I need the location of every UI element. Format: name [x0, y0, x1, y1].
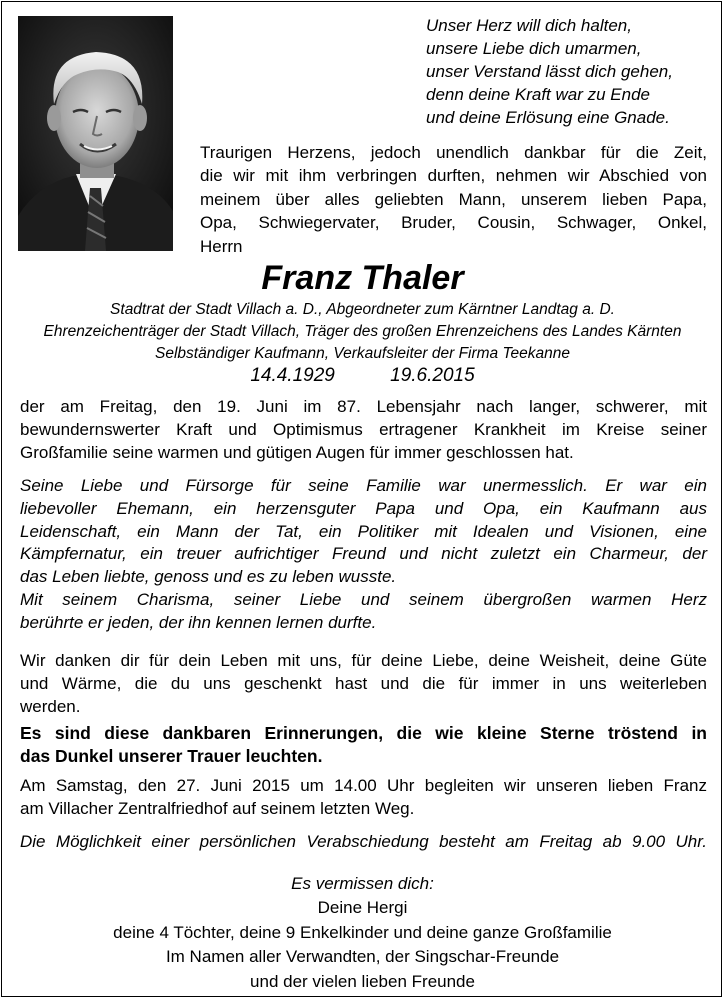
paragraph-line: Am Samstag, den 27. Juni 2015 um 14.00 Uhr begleiten wir unseren lieben Franz — [20, 776, 707, 795]
paragraph-line: das Leben liebte, genoss und es zu leben wusste. — [20, 567, 397, 587]
paragraph-line: der am Freitag, den 19. Juni im 87. Lebensjahr nach langer, schwerer, mit — [20, 397, 707, 416]
farewell-paragraph — [20, 831, 707, 854]
death-date: 19.6.2015 — [390, 365, 475, 386]
intro-line: Traurigen Herzens, jedoch unendlich dankbar für die Zeit, — [200, 143, 707, 162]
paragraph-line: Die Möglichkeit einer persönlichen Verabschiedung besteht am Freitag ab 9.00 Uhr. — [20, 832, 707, 851]
paragraph-line: liebevoller Ehemann, ein herzensguter Papa und Opa, ein Kaufmann aus — [20, 498, 707, 518]
paragraph-line: Großfamilie seine warmen und gütigen Augen für immer geschlossen hat. — [20, 442, 574, 462]
closing-line: Deine Hergi — [317, 898, 408, 918]
intro-line: Opa, Schwiegervater, Bruder, Cousin, Schwager, Onkel, — [200, 213, 707, 233]
closing-line: Im Namen aller Verwandten, der Singschar-Freunde — [165, 947, 560, 967]
memorial-poem — [426, 14, 716, 129]
title-line: Selbständiger Kaufmann, Verkaufsleiter der Firma Teekanne — [155, 345, 570, 362]
life-dates — [0, 364, 725, 388]
paragraph-line: bewundernswerter Kraft und Optimismus ertragener Krankheit im Kreise seiner — [20, 419, 707, 439]
thanks-paragraph — [20, 650, 707, 718]
paragraph-line: berührte er jeden, der ihn kennen lernen durfte. — [20, 612, 377, 632]
closing-signatures — [0, 872, 725, 994]
portrait-image — [18, 16, 173, 251]
closing-heading: Es vermissen dich: — [291, 874, 434, 893]
intro-text — [200, 141, 707, 258]
poem-line: Unser Herz will dich halten, — [426, 16, 632, 35]
paragraph-line: Seine Liebe und Fürsorge für seine Familie war unermesslich. Er war ein — [20, 476, 707, 495]
paragraph-line: das Dunkel unserer Trauer leuchten. — [20, 745, 323, 766]
passing-paragraph — [20, 396, 707, 464]
paragraph-line: Wir danken dir für dein Leben mit uns, für deine Liebe, deine Weisheit, deine Güte — [20, 651, 707, 670]
intro-line: meinem über alles geliebten Mann, unserem lieben Papa, — [200, 189, 707, 209]
tribute-paragraph — [20, 475, 707, 635]
closing-line: und der vielen lieben Freunde — [250, 971, 475, 991]
birth-date: 14.4.1929 — [250, 365, 335, 386]
paragraph-line: Mit seinem Charisma, seiner Liebe und seinem übergroßen warmen Herz — [20, 589, 707, 609]
paragraph-line: Kämpfernatur, ein treuer aufrichtiger Freund und nicht zuletzt ein Charmeur, der — [20, 544, 707, 564]
poem-line: denn deine Kraft war zu Ende — [426, 85, 650, 104]
paragraph-line: und Wärme, die du uns geschenkt hast und die für immer in uns weiterleben — [20, 673, 707, 693]
portrait-photo — [18, 16, 173, 251]
memories-paragraph — [20, 722, 707, 768]
poem-line: unsere Liebe dich umarmen, — [426, 39, 642, 58]
paragraph-line: am Villacher Zentralfriedhof auf seinem letzten Weg. — [20, 798, 415, 818]
title-line: Stadtrat der Stadt Villach a. D., Abgeordneter zum Kärntner Landtag a. D. — [110, 301, 615, 318]
paragraph-line: Es sind diese dankbaren Erinnerungen, die wie kleine Sterne tröstend in — [20, 723, 707, 743]
closing-line: deine 4 Töchter, deine 9 Enkelkinder und deine ganze Großfamilie — [113, 922, 612, 942]
deceased-titles — [0, 299, 725, 365]
intro-line: die wir mit ihm verbringen durften, nehmen wir Abschied von — [200, 166, 707, 186]
poem-line: und deine Erlösung eine Gnade. — [426, 108, 670, 127]
intro-line: Herrn — [200, 236, 243, 256]
funeral-paragraph — [20, 775, 707, 821]
title-line: Ehrenzeichenträger der Stadt Villach, Träger des großen Ehrenzeichens des Landes Kärnten — [43, 323, 682, 340]
paragraph-line: werden. — [20, 696, 81, 716]
poem-line: unser Verstand lässt dich gehen, — [426, 62, 673, 81]
paragraph-line: Leidenschaft, ein Mann der Tat, ein Politiker mit Idealen und Visionen, eine — [20, 521, 707, 541]
deceased-name: Franz Thaler — [261, 259, 464, 297]
